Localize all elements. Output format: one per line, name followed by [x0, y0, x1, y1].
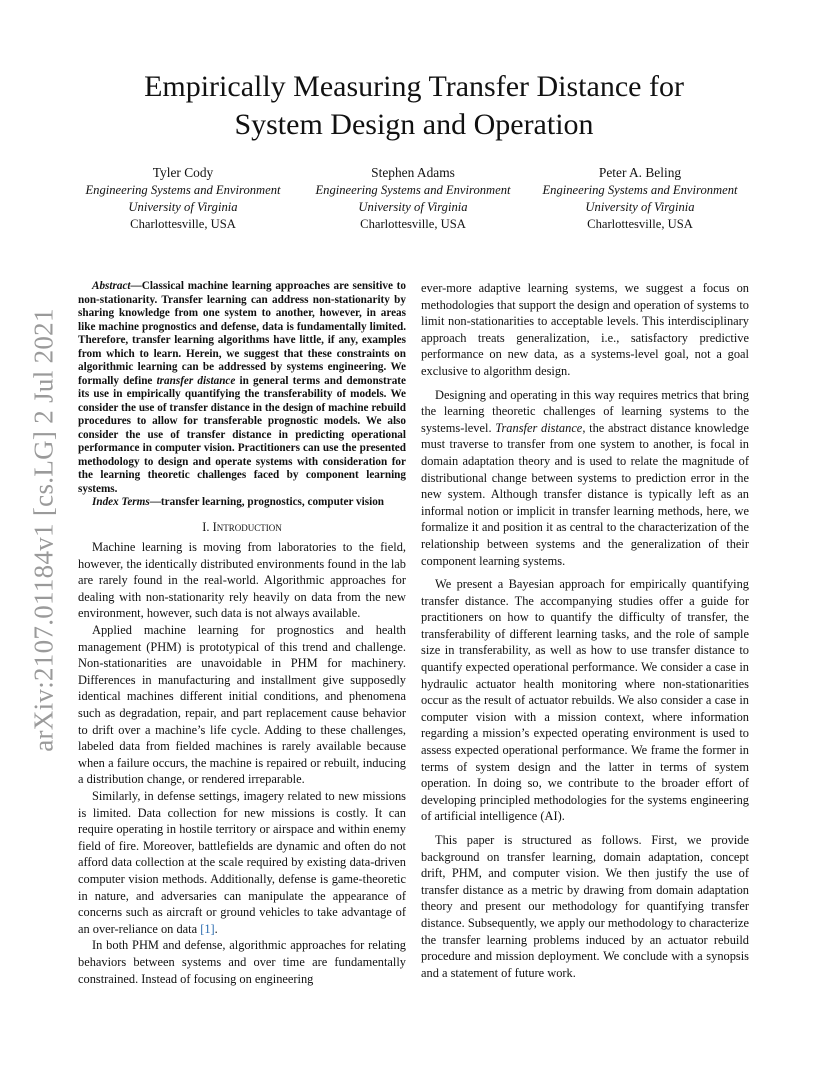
author-name: Peter A. Beling [598, 165, 682, 180]
abstract-emphasis: transfer distance [156, 374, 236, 387]
author-department: Engineering Systems and Environment [542, 183, 738, 197]
abstract-text-b: in general terms and demonstrate its use in empirically quantifying the transferability of models. We consider the use of transfer distance in the design of machine rebuild procedures to allow for transferable prognostic models. We also consider the use of transfer distance in predicting operational performance in computer vision. Practitioners can use the presented methodology to design and operate systems with consideration for the learning theoretic challenges faced by component learning systems. [78, 374, 406, 495]
paper-title [60, 68, 768, 144]
author-block-1 [68, 164, 298, 233]
body-paragraph: Applied machine learning for prognostics and health management (PHM) is prototypical of this trend and challenge. Non-stationarities are unavoidable in PHM for machinery. Differences in manufacturing and installment give supposedly identical machines different initial conditions, and phenomena such as degradation, repair, and part replacement cause behavior to drift over a machine’s life cycle. Adding to these challenges, labeled data from fielded machines is rarely available because when a failure occurs, the machine is repaired or rebuilt, inducing a distribution change, or rendered irreparable. [78, 623, 406, 787]
title-line-1: Empirically Measuring Transfer Distance for [144, 70, 684, 103]
arxiv-sidebar [24, 300, 64, 760]
paragraph-text: Designing and operating in this way requires metrics that bring the learning theoretic challenges of learning systems to the systems-level. [421, 387, 749, 435]
index-terms-lead: Index Terms [92, 496, 150, 508]
author-university: University of Virginia [358, 200, 468, 214]
term-emphasis: Transfer distance [495, 420, 583, 435]
index-terms [78, 496, 406, 510]
index-terms-text: —transfer learning, prognostics, computer vision [149, 496, 385, 508]
right-column [421, 280, 749, 981]
left-column [78, 280, 406, 987]
body-paragraph: Machine learning is moving from laboratories to the field, however, the identically distributed environments found in the lab are rarely found in the real-world. Algorithmic approaches for dealing with non-stationarity rely heavily on data from the new environment, however, such data is not always available. [78, 540, 406, 621]
paragraph-end: . [214, 921, 218, 936]
body-paragraph [421, 387, 749, 570]
author-name: Stephen Adams [371, 165, 455, 180]
body-paragraph: ever-more adaptive learning systems, we suggest a focus on methodologies that support the design and operation of systems to limit non-stationarities to acceptable levels. This interdisciplinary approach treats generalization, i.e., satisfactory predictive performance on new data, as a systems-level goal, not a goal exclusive to algorithm design. [421, 281, 749, 378]
body-paragraph: We present a Bayesian approach for empirically quantifying transfer distance. The accompanying studies offer a guide for practitioners on how to quantify the difficulty of transfer, the transferability of different learning tasks, and the role of sample size in transferability, as well as how to use transfer distance to quantify expected operational performance. We consider a case in hydraulic actuator health monitoring where non-stationarities occur as the result of actuator rebuilds. We also consider a case in computer vision with a mission context, where information regarding a mission’s expected operating environment is used to assess expected operational performance. We frame the former in terms of system design and the latter in terms of system operation. In doing so, we contribute to the broader effort of developing principled methodologies for the systems engineering of artificial intelligence (AI). [421, 577, 749, 824]
author-block-3 [525, 164, 755, 233]
author-city: Charlottesville, USA [130, 217, 236, 231]
paragraph-text: , the abstract distance knowledge must traverse to transfer from one system to another, is focal in domain adaptation theory and is used to relate the magnitude of distributional change between systems to prediction error in the new system. Although transfer distance is typically left as an informal notion or implicit in transfer learning methods, here, we formalize it and position it as central to the characterization of the relationship between systems and the generalization of their component learning systems. [421, 420, 749, 568]
abstract [78, 280, 406, 496]
author-department: Engineering Systems and Environment [315, 183, 511, 197]
title-line-2: System Design and Operation [234, 108, 594, 141]
section-title: Introduction [212, 519, 282, 534]
author-city: Charlottesville, USA [587, 217, 693, 231]
arxiv-identifier: arXiv:2107.01184v1 [cs.LG] 2 Jul 2021 [28, 308, 59, 752]
body-paragraph: This paper is structured as follows. First, we provide background on transfer learning, domain adaptation, concept drift, PHM, and computer vision. We then justify the use of transfer distance as a metric by drawing from domain adaptation theory and present our methodology for quantifying transfer distance. Subsequently, we apply our methodology to characterize the transfer learning problems induced by an actuator rebuild procedure and mission deployment. We conclude with a synopsis and a statement of future work. [421, 833, 749, 980]
author-university: University of Virginia [585, 200, 695, 214]
section-heading [78, 519, 406, 536]
section-number: I. [202, 519, 213, 534]
body-paragraph [78, 788, 406, 937]
author-name: Tyler Cody [152, 165, 214, 180]
author-department: Engineering Systems and Environment [85, 183, 281, 197]
author-block-2 [298, 164, 528, 233]
abstract-lead: Abstract [92, 280, 131, 292]
body-paragraph: In both PHM and defense, algorithmic approaches for relating behaviors between systems and over time are fundamentally constrained. Instead of focusing on engineering [78, 938, 406, 986]
abstract-text-a: —Classical machine learning approaches are sensitive to non-stationarity. Transfer learning can address non-stationarity by sharing knowledge from one system to another, however, in areas like machine prognostics and defense, data is fundamentally limited. Therefore, transfer learning algorithms have little, if any, examples from which to learn. Herein, we suggest that these constraints on algorithmic learning can be addressed by systems engineering. We formally define [78, 280, 406, 387]
author-city: Charlottesville, USA [360, 217, 466, 231]
author-university: University of Virginia [128, 200, 238, 214]
citation-link[interactable]: [1] [200, 921, 215, 936]
paragraph-text: Similarly, in defense settings, imagery related to new missions is limited. Data collection for new missions is costly. It can require operating in hostile territory or airspace and within enemy field of fire. Moreover, battlefields are dynamic and often do not afford data collection at the scale required by existing data-driven computer vision methods. Additionally, defense is game-theoretic in nature, and adversaries can manipulate the appearance of concerns such as aircraft or ground vehicles to take advantage of an over-reliance on data [78, 789, 406, 936]
